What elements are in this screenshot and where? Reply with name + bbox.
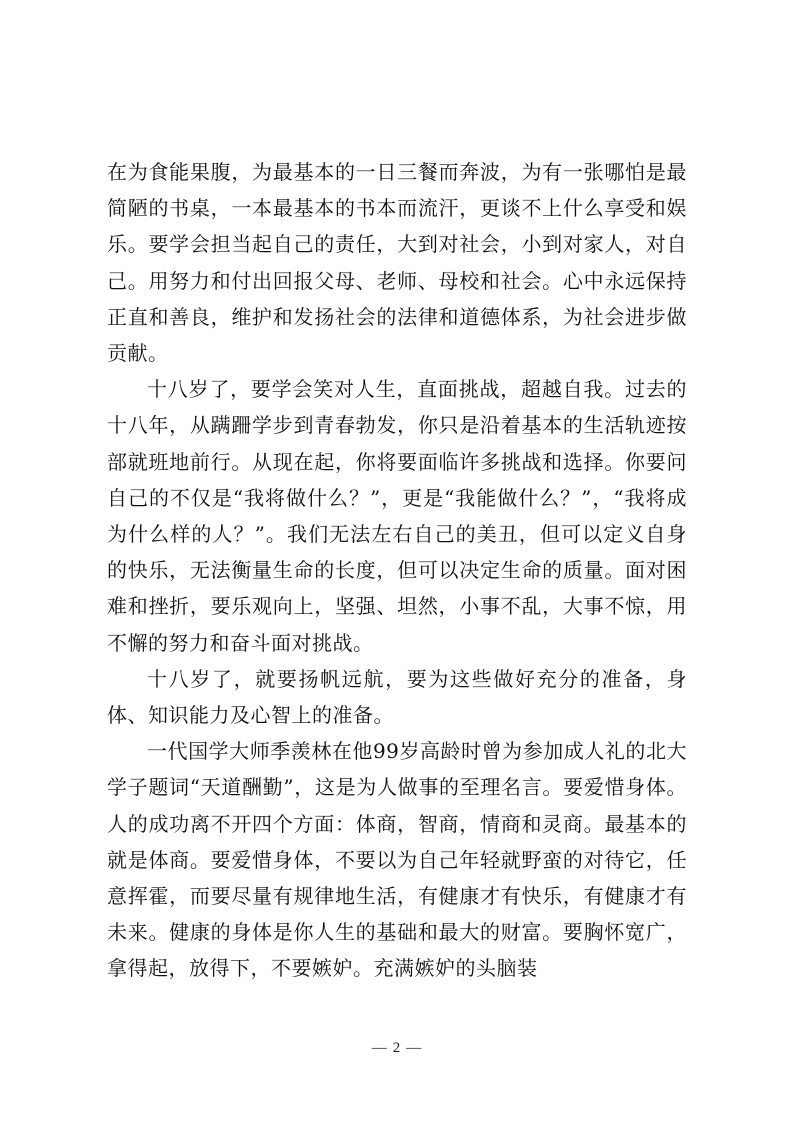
- paragraph-1: 在为食能果腹，为最基本的一日三餐而奔波，为有一张哪怕是最简陋的书桌，一本最基本的书本而流汗，更谈不上什么享受和娱乐。要学会担当起自己的责任，大到对社会，小到对家人，对自己。用努力和付出回报父母、老师、母校和社会。心中永远保持正直和善良，维护和发扬社会的法律和道德体系，为社会进步做贡献。: [107, 160, 687, 366]
- paragraph-3: 十八岁了，就要扬帆远航，要为这些做好充分的准备，身体、知识能力及心智上的准备。: [107, 666, 687, 728]
- page-footer: [0, 1040, 793, 1057]
- body-text: [107, 154, 687, 987]
- footer-dash-left: —: [371, 1040, 387, 1056]
- page-number: 2: [392, 1040, 401, 1056]
- footer-dash-right: —: [406, 1040, 422, 1056]
- paragraph-4: 一代国学大师季羡林在他99岁高龄时曾为参加成人礼的北大学子题词“天道酬勤”，这是为人做事的至理名言。要爱惜身体。人的成功离不开四个方面：体商，智商，情商和灵商。最基本的就是体商。要爱惜身体，不要以为自己年轻就野蛮的对待它，任意挥霍，而要尽量有规律地生活，有健康才有快乐，有健康才有未来。健康的身体是你人生的基础和最大的财富。要胸怀宽广，拿得起，放得下，不要嫉妒。充满嫉妒的头脑装: [107, 739, 687, 981]
- paragraph-2: 十八岁了，要学会笑对人生，直面挑战，超越自我。过去的十八年，从蹒跚学步到青春勃发，你只是沿着基本的生活轨迹按部就班地前行。从现在起，你将要面临许多挑战和选择。你要问自己的不仅是“我将做什么？”，更是“我能做什么？”，“我将成为什么样的人？”。我们无法左右自己的美丑，但可以定义自身的快乐，无法衡量生命的长度，但可以决定生命的质量。面对困难和挫折，要乐观向上，坚强、坦然，小事不乱，大事不惊，用不懈的努力和奋斗面对挑战。: [107, 377, 687, 655]
